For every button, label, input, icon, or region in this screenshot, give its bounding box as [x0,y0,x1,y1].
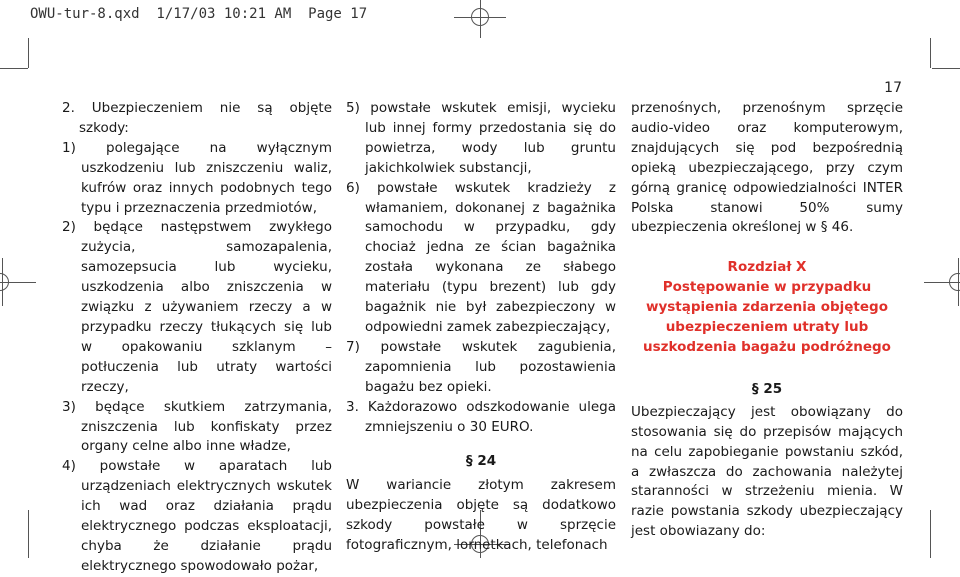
exclusion-item-1: 1) polegające na wyłącznym uszkodzeniu lub zniszczeniu waliz, kufrów oraz innych podobnych tego typu i przeznaczenia przedmiotów, [62,139,332,216]
exclusion-item-4: 4) powstałe w aparatach lub urządzeniach elektrycznych wskutek ich wad oraz działania prądu elektrycznego podczas eksploatacji, chyba że działanie prądu elektrycznego spowodowało pożar, [62,458,332,574]
section-24-continuation: przenośnych, przenośnym sprzęcie audio-video oraz komputerowym, znajdujących się pod bezpośrednią opieką ubezpieczającego, przy czym górną granicę odpowiedzialności INTER Polska stanowi 50% sumy ubezpieczenia określonej w § 46. [631,100,903,236]
column-middle [346,99,616,556]
exclusion-item-7: 7) powstałe wskutek zagubienia, zapomnienia lub pozostawienia bagażu bez opieki. [346,338,616,395]
exclusion-item-6: 6) powstałe wskutek kradzieży z włamaniem, dokonanej z bagażnika samochodu w przypadku, gdy chociaż jedna ze ścian bagażnika została wykonana ze słabego materiału (typu brezent) lub gdy bagażnik nie był zabezpieczony w odpowiedni zamek zabezpieczający, [346,179,616,335]
exclusions-intro: 2. Ubezpieczeniem nie są objęte szkody: [62,100,332,136]
column-right [631,99,903,542]
deductible-point-3: 3. Każdorazowo odszkodowanie ulega zmniejszeniu o 30 EURO. [346,398,616,435]
exclusion-item-5: 5) powstałe wskutek emisji, wycieku lub innej formy przedostania się do powietrza, wody lub gruntu jakichkolwiek substancji, [346,100,616,176]
section-24-text: W wariancie złotym zakresem ubezpieczenia objęte są dodatkowo szkody powstałe w sprzęcie fotograficznym, lornetkach, telefonach [346,477,616,554]
chapter-subtitle-line-1: Postępowanie w przypadku [662,279,872,296]
section-25-text: Ubezpieczający jest obowiązany do stosowania się do przepisów mających na celu zapobieganie powstaniu szkód, a zwłaszcza do zachowania należytej staranności w strzeżeniu mienia. W razie powstania szkody ubezpieczający jest obowiazany do: [631,403,903,540]
chapter-title: Rozdział X [727,259,807,276]
exclusion-item-3: 3) będące skutkiem zatrzymania, zniszczenia lub konfiskaty przez organy celne albo inne władze, [62,398,332,455]
chapter-subtitle-line-2: wystąpienia zdarzenia objętego [646,299,888,316]
chapter-heading [631,258,903,358]
exclusion-item-2: 2) będące następstwem zwykłego zużycia, samozapalenia, samozepsucia lub wycieku, uszkodzenia albo zniszczenia w związku z używaniem rzeczy a w przypadku rzeczy tłukących się lub w opakowaniu szklanym – potłuczenia lub utraty wartości rzeczy, [62,219,332,395]
chapter-subtitle-line-3: ubezpieczeniem utraty lub [665,319,869,336]
file-slug: OWU-tur-8.qxd 1/17/03 10:21 AM Page 17 [30,6,368,22]
page-number: 17 [884,80,902,96]
section-24-heading: § 24 [465,453,497,470]
section-25-heading: § 25 [751,380,783,397]
column-left [62,99,332,577]
chapter-subtitle-line-4: uszkodzenia bagażu podróżnego [643,338,891,355]
